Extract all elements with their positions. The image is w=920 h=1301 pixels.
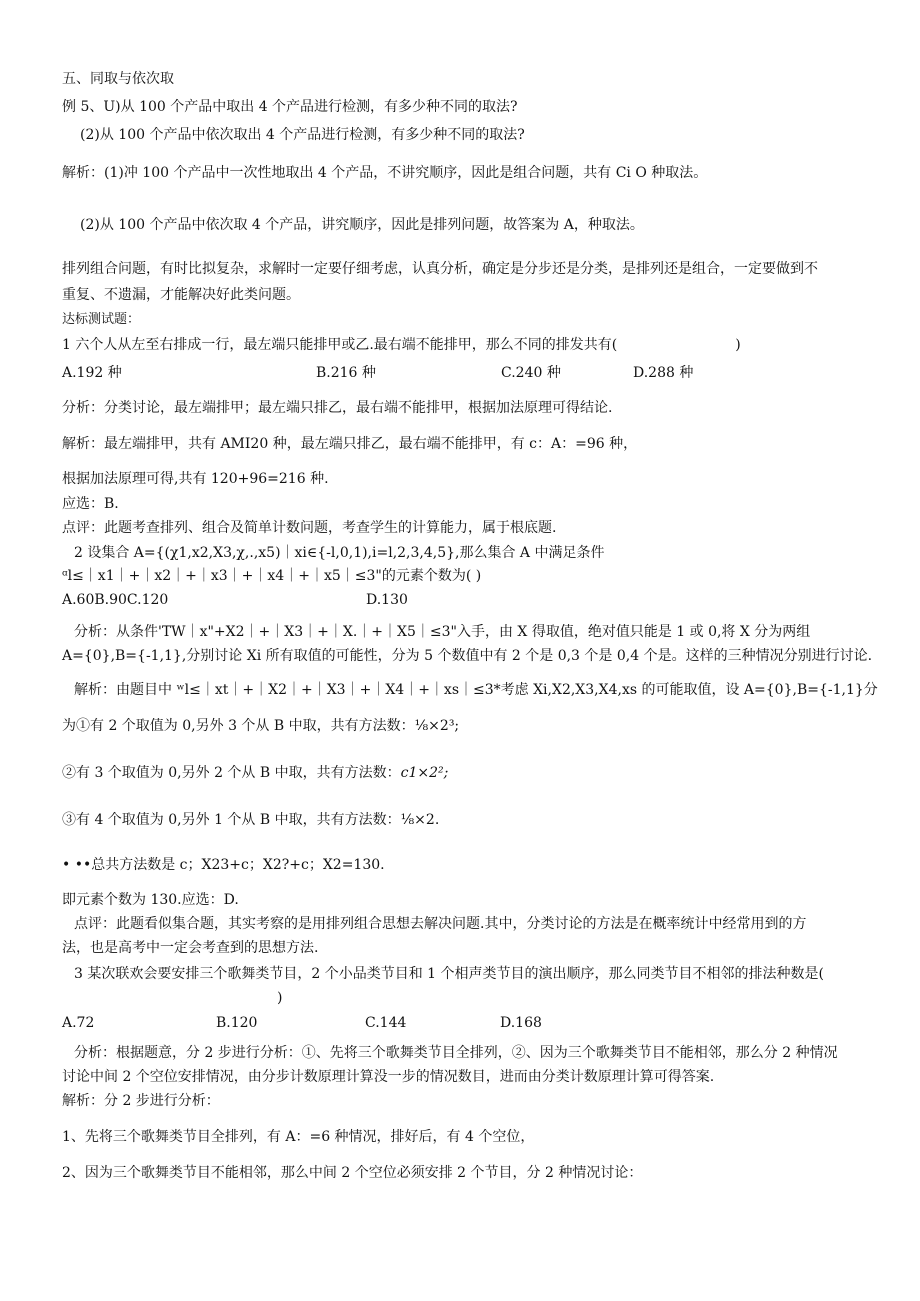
q3-analysis-cont: 讨论中间 2 个空位安排情况，由分步计数原理计算没一步的情况数目，进而由分类计数原理计算可得答案.: [62, 1069, 715, 1085]
choice-d: D.288 种: [633, 365, 694, 381]
q2-solution: 解析：由题目中 ʷl≤｜xt｜+｜X2｜+｜X3｜+｜X4｜+｜xs｜≤3*考虑 Xi,X2,X3,X4,xs 的可能取值，设 A={0},B={-1,1}分: [74, 682, 878, 698]
q2-comment: 点评：此题看似集合题，其实考察的是用排列组合思想去解决问题.其中，分类讨论的方法是在概率统计中经常用到的方: [74, 916, 807, 932]
choice-a: A.72: [62, 1015, 95, 1031]
summary-line-2: 重复、不遗漏，才能解决好此类问题。: [62, 287, 300, 303]
q3-step-2: 2、因为三个歌舞类节目不能相邻，那么中间 2 个空位必须安排 2 个节目，分 2 种情况讨论：: [62, 1165, 643, 1181]
q1-comment: 点评：此题考查排列、组合及简单计数问题，考查学生的计算能力，属于根底题.: [62, 520, 557, 536]
question-1: [62, 335, 741, 355]
q3-solution: 解析：分 2 步进行分析：: [62, 1093, 220, 1109]
q2-total: • ••总共方法数是 c；X23+c；X2?+c；X2=130.: [62, 857, 385, 873]
q2-case-2-formula: c1×2²;: [400, 765, 449, 781]
choice-d: D.130: [366, 592, 408, 608]
question-1-close-paren: ): [735, 337, 741, 353]
choice-b: B.216 种: [316, 365, 376, 381]
solution-part-1: 解析：(1)冲 100 个产品中一次性地取出 4 个产品，不讲究顺序，因此是组合问题，共有 Ci O 种取法。: [62, 165, 708, 181]
choice-c: C.240 种: [501, 365, 561, 381]
q2-answer: 即元素个数为 130.应选：D.: [62, 892, 239, 908]
q3-analysis: 分析：根据题意，分 2 步进行分析：①、先将三个歌舞类节目全排列，②、因为三个歌舞类节目不能相邻，那么分 2 种情况: [74, 1045, 838, 1061]
choice-a: A.192 种: [62, 365, 122, 381]
q1-solution: 解析：最左端排甲，共有 AMI20 种，最左端只排乙，最右端不能排甲，有 c：A：=96 种，: [62, 436, 638, 452]
choice-d: D.168: [500, 1015, 542, 1031]
choice-c: C.144: [365, 1015, 407, 1031]
q2-case-2: [62, 763, 448, 783]
choice-b: B.120: [216, 1015, 258, 1031]
q2-case-3: ③有 4 个取值为 0,另外 1 个从 B 中取，共有方法数：⅛×2.: [62, 812, 440, 828]
question-3-choices: [62, 1013, 862, 1033]
question-2-choices: [62, 590, 862, 610]
example-5-part-2: (2)从 100 个产品中依次取出 4 个产品进行检测，有多少种不同的取法?: [80, 127, 525, 143]
question-3-close-paren: ): [277, 990, 283, 1006]
solution-part-2: (2)从 100 个产品中依次取 4 个产品，讲究顺序，因此是排列问题，故答案为 A，种取法。: [80, 217, 644, 233]
summary-line-1: 排列组合问题，有时比拟复杂，求解时一定要仔细考虑，认真分析，确定是分步还是分类，是排列还是组合，一定要做到不: [62, 261, 818, 277]
q2-case-1: 为①有 2 个取值为 0,另外 3 个从 B 中取，共有方法数：⅛×2³;: [62, 718, 460, 734]
question-3: 3 某次联欢会要安排三个歌舞类节目，2 个小品类节目和 1 个相声类节目的演出顺序，那么同类节目不相邻的排法种数是(: [74, 966, 824, 982]
q2-analysis: 分析：从条件'TW｜x"+X2｜+｜X3｜+｜X.｜+｜X5｜≤3"入手，由 X 得取值，绝对值只能是 1 或 0,将 X 分为两组: [74, 624, 811, 640]
test-heading: 达标测试题：: [62, 312, 141, 327]
question-2: 2 设集合 A={(χ1,x2,X3,χ,.,x5)｜xi∈{-l,0,1),i=l,2,3,4,5},那么集合 A 中满足条件: [74, 545, 605, 561]
q1-solution-cont: 根据加法原理可得,共有 120+96=216 种.: [62, 471, 329, 487]
q3-step-1: 1、先将三个歌舞类节目全排列，有 A：=6 种情况，排好后，有 4 个空位，: [62, 1129, 535, 1145]
question-1-choices: [62, 363, 862, 383]
q2-case-2-text: ②有 3 个取值为 0,另外 2 个从 B 中取，共有方法数：: [62, 765, 401, 781]
choice-abc: A.60B.90C.120: [62, 592, 169, 608]
q2-analysis-cont: A={0},B={-1,1},分别讨论 Xi 所有取值的可能性，分为 5 个数值中有 2 个是 0,3 个是 0,4 个是。这样的三种情况分别进行讨论.: [62, 648, 873, 664]
question-1-text: 1 六个人从左至右排成一行，最左端只能排甲或乙.最右端不能排甲，那么不同的排发共有(: [62, 337, 618, 353]
q1-analysis: 分析：分类讨论，最左端排甲；最左端只排乙，最右端不能排甲，根据加法原理可得结论.: [62, 400, 613, 416]
q1-answer: 应选：B.: [62, 496, 119, 512]
q2-comment-cont: 法，也是高考中一定会考查到的思想方法.: [62, 940, 319, 956]
question-2-condition: ᵅl≤｜x1｜+｜x2｜+｜x3｜+｜x4｜+｜x5｜≤3"的元素个数为( ): [62, 568, 482, 584]
example-5-part-1: 例 5、U)从 100 个产品中取出 4 个产品进行检测，有多少种不同的取法?: [62, 99, 518, 115]
section-heading: 五、同取与依次取: [62, 71, 174, 87]
